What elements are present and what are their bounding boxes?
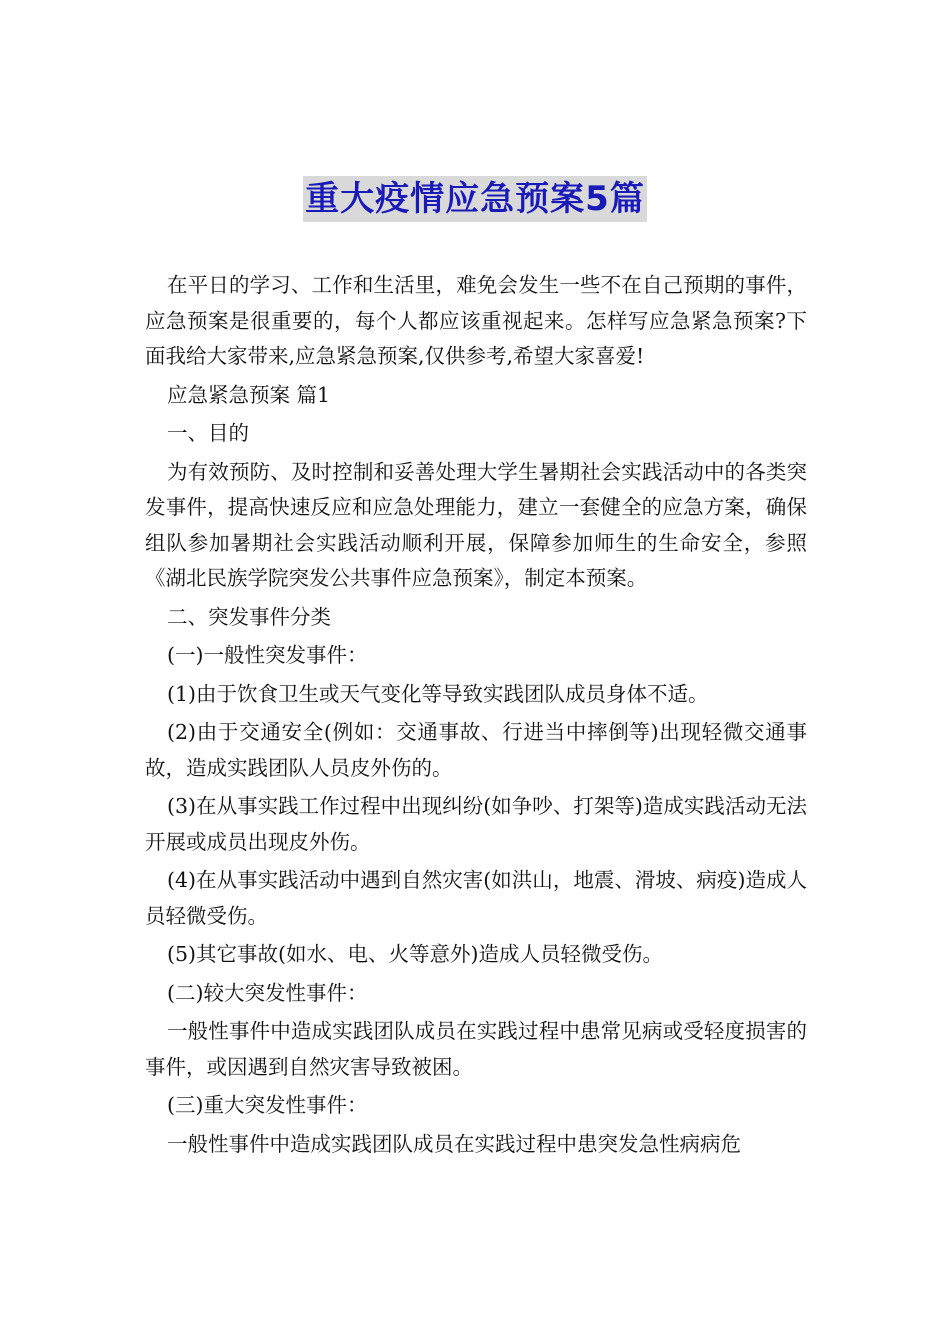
paragraph-item-4: (4)在从事实践活动中遇到自然灾害(如洪山，地震、滑坡、病疫)造成人员轻微受伤。 <box>145 868 807 928</box>
paragraph-heading-classification: 二、突发事件分类 <box>167 604 331 629</box>
paragraph-item-2: (2)由于交通安全(例如：交通事故、行进当中摔倒等)出现轻微交通事故，造成实践团队人员皮外伤的。 <box>145 720 807 780</box>
title-container <box>0 176 950 222</box>
paragraph-section-heading: 应急紧急预案 篇1 <box>167 382 331 407</box>
paragraph-critical-desc: 一般性事件中造成实践团队成员在实践过程中患突发急性病病危 <box>167 1131 741 1156</box>
paragraph-purpose: 为有效预防、及时控制和妥善处理大学生暑期社会实践活动中的各类突发事件，提高快速反应和应急处理能力，建立一套健全的应急方案，确保组队参加暑期社会实践活动顺利开展，保障参加师生的生命安全，参照《湖北民族学院突发公共事件应急预案》，制定本预案。 <box>145 459 807 590</box>
paragraph-subheading-major: (二)较大突发性事件： <box>167 980 368 1005</box>
paragraph-subheading-critical: (三)重大突发性事件： <box>167 1093 368 1117</box>
document-title: 重大疫情应急预案5篇 <box>303 176 647 222</box>
paragraph-item-1: (1)由于饮食卫生或天气变化等导致实践团队成员身体不适。 <box>167 681 709 706</box>
paragraph-subheading-general: (一)一般性突发事件： <box>167 643 368 667</box>
paragraph-intro: 在平日的学习、工作和生活里，难免会发生一些不在自己预期的事件，应急预案是很重要的，每个人都应该重视起来。怎样写应急紧急预案?下面我给大家带来,应急紧急预案,仅供参考,希望大家喜爱! <box>145 273 807 368</box>
paragraph-item-3: (3)在从事实践工作过程中出现纠纷(如争吵、打架等)造成实践活动无法开展或成员出现皮外伤。 <box>145 794 807 854</box>
paragraph-major-desc: 一般性事件中造成实践团队成员在实践过程中患常见病或受轻度损害的事件，或因遇到自然灾害导致被困。 <box>145 1019 807 1079</box>
paragraph-heading-purpose: 一、目的 <box>167 421 249 445</box>
document-body <box>145 268 807 1162</box>
paragraph-item-5: (5)其它事故(如水、电、火等意外)造成人员轻微受伤。 <box>167 942 664 966</box>
